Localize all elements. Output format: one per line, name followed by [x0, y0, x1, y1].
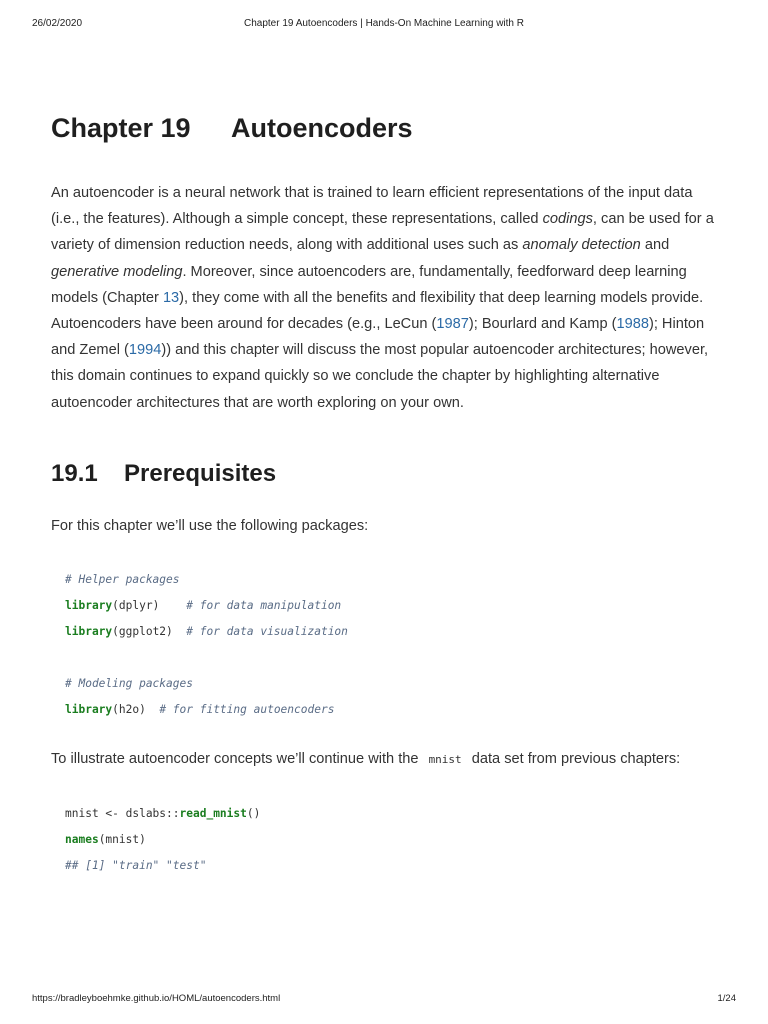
print-footer — [32, 993, 736, 1007]
code-output-line: ## [1] "train" "test" — [65, 859, 207, 873]
code-line: library(dplyr) # for data manipulation — [65, 599, 342, 613]
code-line: library(ggplot2) # for data visualization — [65, 625, 348, 639]
section-title: Prerequisites — [124, 459, 277, 487]
link-bourlard-kamp-1988[interactable]: 1988 — [616, 316, 649, 333]
illustrate-paragraph: To illustrate autoencoder concepts we’ll continue with the mnist data set from previous chapters: — [51, 751, 681, 768]
code-block-packages — [51, 567, 721, 723]
page-content — [51, 104, 721, 879]
section-heading-prerequisites — [51, 454, 721, 494]
chapter-title: Autoencoders — [231, 113, 413, 143]
chapter-heading — [51, 104, 721, 152]
print-url: https://bradleyboehmke.github.io/HOML/autoencoders.html — [32, 993, 281, 1004]
code-line: names(mnist) — [65, 833, 146, 847]
packages-intro-text: For this chapter we’ll use the following packages: — [51, 517, 369, 534]
chapter-number: Chapter 19 — [51, 113, 191, 143]
code-line: library(h2o) # for fitting autoencoders — [65, 703, 335, 717]
link-chapter-13[interactable]: 13 — [162, 289, 180, 306]
code-block-mnist — [51, 801, 721, 879]
print-document-title: Chapter 19 Autoencoders | Hands-On Machine Learning with R — [244, 18, 524, 29]
term-generative-modeling: generative modeling — [51, 263, 183, 280]
term-codings: codings — [542, 211, 593, 228]
page-number: 1/24 — [717, 993, 736, 1004]
inline-code-mnist: mnist — [428, 753, 462, 767]
intro-paragraph: An autoencoder is a neural network that is trained to learn efficient representations of the input data (i.e., the features). Although a simple concept, these representations, called codings, can be used for a variety of dimension reduction needs, along with additional uses such as anomaly detection and generative modeling. Moreover, since autoencoders are, fundamentally, feedforward deep learning models (Chapter 13), they come with all the benefits and flexibility that deep learning models provide. Autoencoders have been around for decades (e.g., LeCun (1987); Bourlard and Kamp (1988); Hinton and Zemel (1994)) and this chapter will discuss the most popular autoencoder architectures; however, this domain continues to expand quickly so we conclude the chapter by highlighting alternative autoencoder architectures that are worth exploring on your own. — [51, 185, 714, 411]
print-date: 26/02/2020 — [32, 18, 83, 29]
link-hinton-zemel-1994[interactable]: 1994 — [128, 342, 162, 359]
code-line: # Modeling packages — [65, 677, 193, 691]
code-line: mnist <- dslabs::read_mnist() — [65, 807, 261, 821]
code-line: # Helper packages — [65, 573, 180, 587]
term-anomaly-detection: anomaly detection — [522, 237, 641, 254]
print-header — [32, 18, 736, 32]
section-number: 19.1 — [51, 459, 98, 487]
link-lecun-1987[interactable]: 1987 — [436, 316, 469, 333]
